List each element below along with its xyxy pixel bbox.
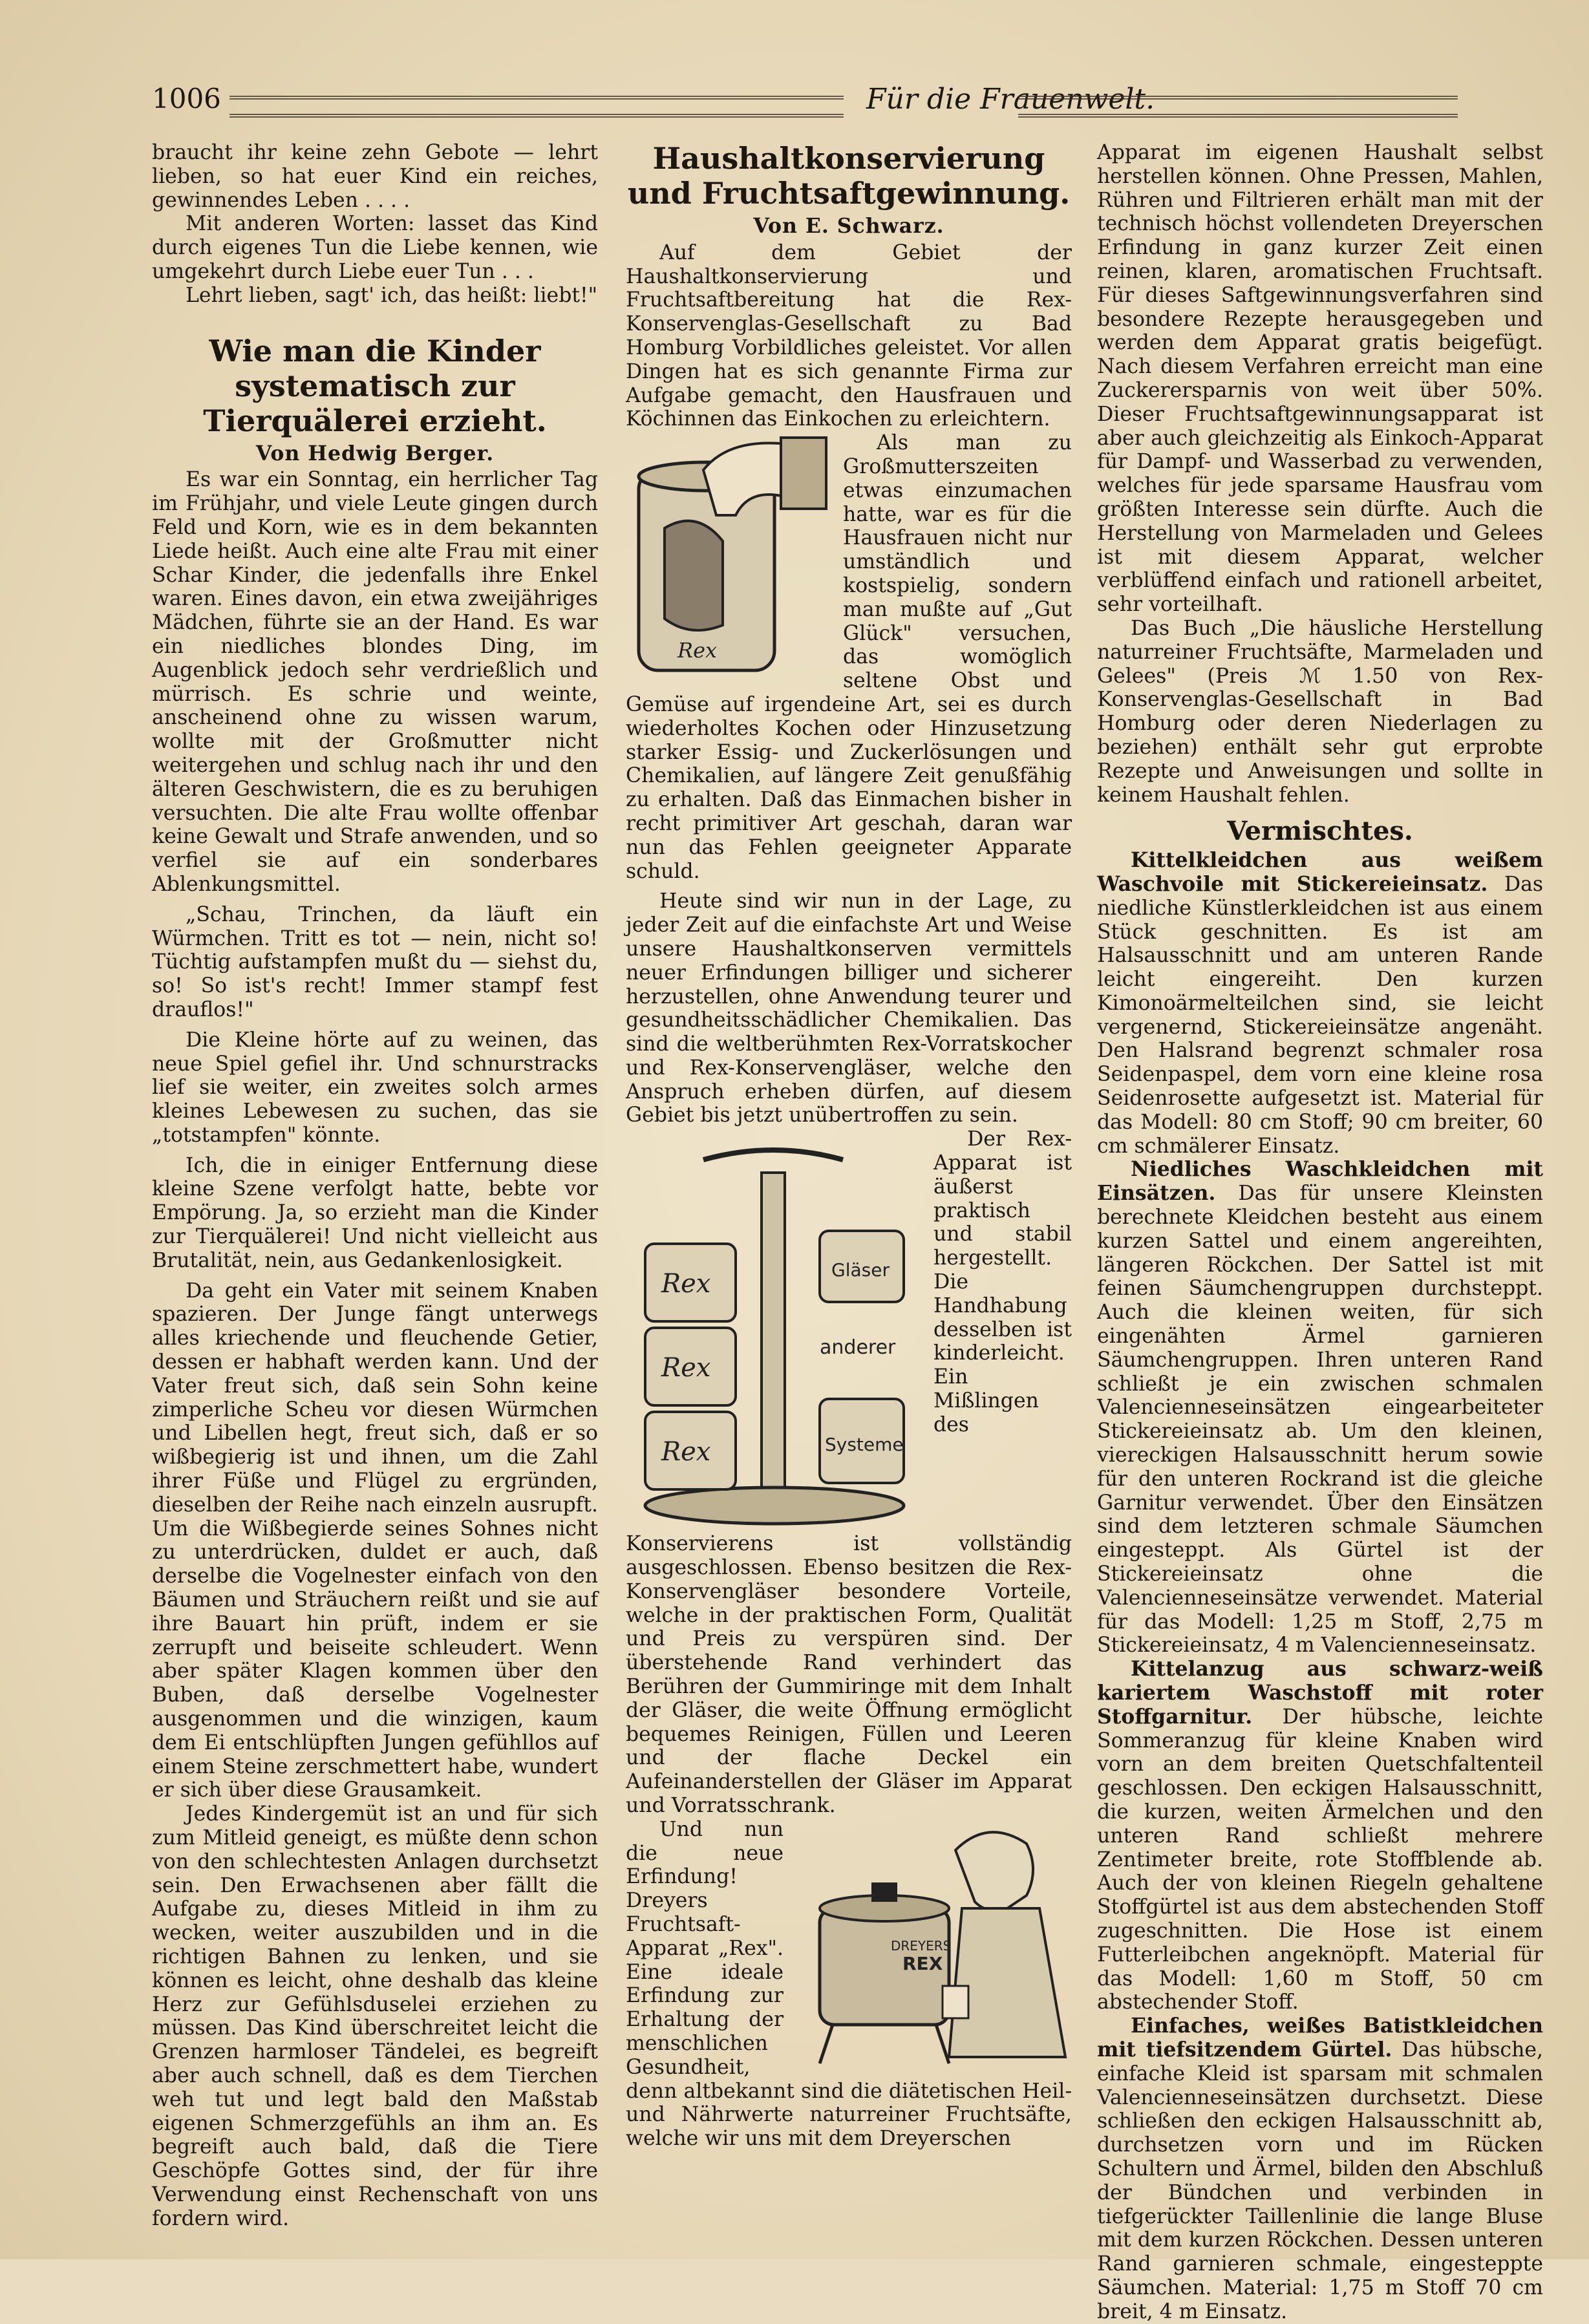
column-2 bbox=[626, 141, 1072, 2151]
item-text: Das hübsche, einfache Kleid ist sparsam mit schmalen Valenciennesеinsätzen durchsetzt. Diese schließen den eckigen Halsausschnitt ab, durchsetzen vorn und im Rücken Schultern und Ärmel, bilden den Abschluß der Bündchen und verbinden in tiefgerückter Taillenlinie die lange Bluse mit dem kurzen Röckchen. Dessen unteren Rand garnieren schmale, eingesteppte Säumchen. Material: 1,75 m Stoff 70 cm breit, 4 m Einsatz. bbox=[1097, 2038, 1544, 2323]
item-text: Der hübsche, leichte Sommeranzug für kleine Knaben wird vorn an dem breiten Quetschfaltenteil geschlossen. Den eckigen Halsausschnitt, die kurzen, weiten Ärmelchen und den unteren Rand schließt mehrere Zentimeter breite, rote Stoffblende ab. Auch der von kleinen Riegeln gehaltene Stoffgürtel ist aus dem abstechenden Stoff zugeschnitten. Die Hose ist einem Futterleibchen angeknöpft. Material für das Modell: 1,60 m Stoff, 50 cm abstechender Stoff. bbox=[1097, 1705, 1543, 2014]
paragraph: Da geht ein Vater mit seinem Knaben spazieren. Der Junge fängt unterwegs alles kriechende und fleuchende Getier, dessen er habhaft werden kann. Und der Vater freut sich, daß sein Sohn keine zimperliche Scheu vor diesen Würmchen und Libellen hegt, freut sich, daß er so wißbegierig ist und ihnen, um die Zahl ihrer Füße und Flügel zu ergründen, dieselben der Reihe nach einzeln ausrupft. Um die Wißbegierde seines Sohnes nicht zu unterdrücken, duldet er auch, daß derselbe die Vogelnester einfach von den Bäumen und Sträuchern reißt und sie auf ihre Bauart hin prüft, indem er sie zerrupft und beiseite schleudert. Wenn aber später Klagen kommen über den Buben, daß derselbe Vogelnester ausgenommen und die winzigen, kaum dem Ei entschlüpften Jungen gefühllos auf einem Steine zerschmettert habe, wundert er sich über diese Grausamkeit. bbox=[152, 1279, 598, 1802]
paragraph: „Schau, Trinchen, da läuft ein Würmchen. Tritt es tot — nein, nicht so! Tüchtig aufstampfen mußt du — siehst du, so! So ist's recht! Immer stampf fest drauflos!" bbox=[152, 902, 598, 1021]
item-heading: Niedliches Waschkleidchen mit Einsätzen. bbox=[1097, 1157, 1543, 1206]
section-title: Vermischtes. bbox=[1227, 816, 1413, 847]
article-author: Von E. Schwarz. bbox=[753, 214, 944, 238]
article-title: Haushaltkonservierung und Fruchtsaftgewinnung. bbox=[627, 141, 1071, 211]
jar-label: Rex bbox=[661, 1437, 711, 1467]
column-1 bbox=[152, 141, 598, 2231]
apparatus-label: DREYERS bbox=[891, 1937, 952, 1954]
list-item bbox=[1097, 1158, 1543, 1658]
paragraph: Heute sind wir nun in der Lage, zu jeder Zeit auf die einfachste Art und Weise unsere Haushaltkonserven vermittels neuer Erfindungen billiger und sicherer herzustellen, ohne Anwendung teurer und gesundheitsschädlicher Chemikalien. Das sind die weltberühmten Rex-Vorratskocher und Rex-Konservengläser, welche den Anspruch erheben dürfen, auf diesem Gebiet bis jetzt unübertroffen zu sein. bbox=[626, 890, 1072, 1127]
paragraph: Auf dem Gebiet der Haushaltkonservierung und Fruchtsaftbereitung hat die Rex-Konservenglas-Gesellschaft zu Bad Homburg Vorbildliches geleistet. Vor allen Dingen hat es sich genannte Firma zur Aufgabe gemacht, den Hausfrauen und Köchinnen das Einkochen zu erleichtern. bbox=[626, 240, 1072, 431]
rex-apparatus-illustration bbox=[626, 1147, 923, 1528]
jar-label: Rex bbox=[677, 638, 718, 663]
ornament-rule-left bbox=[229, 96, 844, 118]
paragraph: Das Buch „Die häusliche Herstellung naturreiner Fruchtsäfte, Marmeladen und Gelees" (Preis ℳ 1.50 von Rex-Konservenglas-Gesellschaft in Bad Homburg oder deren Niederlagen zu beziehen) enthält sehr gut erprobte Rezepte und Anweisungen und sollte in keinem Haushalt fehlen. bbox=[1097, 616, 1543, 807]
intro-line: Lehrt lieben, sagt' ich, das heißt: liebt!" bbox=[186, 283, 598, 307]
paragraph: Ich, die in einiger Entfernung diese kleine Szene verfolgt hatte, bebte vor Empörung. Ja, so erzieht man die Kinder zur Tierquälerei! Und nicht vielleicht aus Brutalität, nein, aus Gedankenlosigkeit. bbox=[152, 1153, 598, 1272]
list-item bbox=[1097, 849, 1543, 1158]
running-title: Für die Frauenwelt. bbox=[866, 83, 1155, 116]
column-3 bbox=[1097, 141, 1543, 2324]
glass-label: Systeme bbox=[825, 1434, 904, 1456]
item-text: Das für unsere Kleinsten berechnete Kleidchen besteht aus einem kurzen Sattel und einem angereihten, längeren Röckchen. Der Sattel ist mit feinen Säumchengruppen durchsteppt. Auch die kleinen weiten, für sich eingenähten Ärmel garnieren Säumchengruppen. Ihren unteren Rand schließt je ein zwischen schmalen Valenciennesеinsätzen eingearbeiteter Stickereieinsatz ab. Um den kleinen, viereckigen Halsausschnitt herum sowie für den unteren Rockrand ist die gleiche Garnitur verwendet. Über den Einsätzen sind dem letzteren schmale Säumchen eingesteppt. Als Gürtel ist der Stickereieinsatz ohne die Valenciennesеinsätze verwendet. Material für das Modell: 1,25 m Stoff, 2,75 m Stickereieinsatz, 4 m Valenciennesеinsatz. bbox=[1097, 1182, 1543, 1658]
intro-line: braucht ihr keine zehn Gebote — lehrt lieben, so hat euer Kind ein reiches, gewinnendes Leben . . . . bbox=[152, 141, 598, 212]
article-title: Wie man die Kinder systematisch zur Tierquälerei erzieht. bbox=[203, 333, 547, 438]
glass-label: Gläser bbox=[831, 1259, 890, 1281]
paragraph: Apparat im eigenen Haushalt selbst herstellen können. Ohne Pressen, Mahlen, Rühren und Filtrieren erhält man mit der technisch höchst vollendeten Dreyerschen Erfindung in ganz kurzer Zeit einen reinen, klaren, aromatischen Fruchtsaft. Für dieses Saftgewinnungsverfahren sind besondere Rezepte herausgegeben und werden dem Apparat gratis beigefügt. Nach diesem Verfahren erreicht man eine Zuckerersparnis von weit über 50%. Dieser Fruchtsaftgewinnungsapparat ist aber auch gleichzeitig als Einkoch-Apparat für Dampf- und Wasserbad zu verwenden, welches für jede sparsame Hausfrau vom größten Interesse sein dürfte. Auch die Herstellung von Marmeladen und Gelees ist mit diesem Apparat, welcher verblüffend einfach und rationell arbeitet, sehr vorteilhaft. bbox=[1097, 141, 1543, 617]
article-author: Von Hedwig Berger. bbox=[255, 441, 495, 465]
jar-label: Rex bbox=[661, 1269, 711, 1299]
page-number: 1006 bbox=[152, 83, 221, 114]
item-heading: Einfaches, weißes Batistkleidchen mit tiefsitzendem Gürtel. bbox=[1097, 2014, 1543, 2062]
paragraph: Und nun die neue Erfindung! Dreyers Fruchtsaft-Apparat „Rex". Eine ideale Erfindung zur Erhaltung der menschlichen Gesundheit, denn altbekannt sind die diätetischen Heil- und Nährwerte naturreiner Fruchtsäfte, welche wir uns mit dem Dreyerschen bbox=[626, 1817, 1072, 2151]
list-item bbox=[1097, 1658, 1543, 2014]
ornament-rule-right bbox=[1018, 96, 1458, 118]
page-header bbox=[152, 83, 1458, 122]
item-text: Das niedliche Künstlerkleidchen ist aus einem Stück geschnitten. Es ist am Halsausschnitt und am unteren Rande leicht eingereiht. Den kurzen Kimonoärmelteilchen sind, sie leicht vergenernd, Stickereieinsätze angenäht. Den Halsrand begrenzt schmaler rosa Seidenpaspel, dem vorn eine kleine rosa Seidenrosette aufgesetzt ist. Material für das Modell: 80 cm Stoff; 90 cm breiter, 60 cm schmälerer Einsatz. bbox=[1097, 872, 1544, 1158]
paragraph: Die Kleine hörte auf zu weinen, das neue Spiel gefiel ihr. Und schnurstracks lief sie weiter, ein zweites solch armes kleines Lebewesen zu suchen, das sie „totstampfen" könnte. bbox=[152, 1028, 598, 1147]
fruit-juice-apparatus-illustration bbox=[794, 1824, 1072, 2070]
paragraph: Es war ein Sonntag, ein herrlicher Tag im Frühjahr, und viele Leute gingen durch Feld und Korn, wie es in dem bekannten Liede heißt. Auch eine alte Frau mit einer Schar Kinder, die jedenfalls ihre Enkel waren. Eines davon, ein etwa zweijähriges Mädchen, führte sie an der Hand. Es war ein niedliches blondes Ding, im Augenblick jedoch sehr verdrießlich und mürrisch. Es schrie und weinte, anscheinend ohne zu wissen warum, wollte mit der Großmutter nicht weitergehen und schlug nach ihr und den älteren Geschwistern, die es zu beruhigen versuchten. Die alte Frau wollte offenbar keine Gewalt und Strafe anwenden, und so verfiel sie auf ein sonderbares Ablenkungsmittel. bbox=[152, 468, 598, 896]
glass-label: anderer bbox=[820, 1336, 896, 1359]
list-item bbox=[1097, 2014, 1543, 2323]
paragraph: Der Rex-Apparat ist äußerst praktisch und stabil hergestellt. Die Handhabung desselben ist kinderleicht. Ein Mißlingen des Konservierens ist vollständig ausgeschlossen. Ebenso besitzen die Rex-Konservengläser besondere Vorteile, welche in der praktischen Form, Qualität und Preis zu verspüren sind. Der überstehende Rand verhindert das Berühren der Gummiringe mit dem Inhalt der Gläser, die weite Öffnung ermöglicht bequemes Reinigen, Füllen und Leeren und der flache Deckel ein Aufeinanderstellen der Gläser im Apparat und Vorratsschrank. bbox=[626, 1127, 1072, 1818]
jar-label: Rex bbox=[661, 1353, 711, 1383]
intro-line: Mit anderen Worten: lasset das Kind durch eigenes Tun die Liebe kennen, wie umgekehrt durch Liebe euer Tun . . . bbox=[152, 212, 598, 283]
jar-illustration bbox=[626, 431, 833, 683]
item-heading: Kittelanzug aus schwarz-weiß kariertem Waschstoff mit roter Stoffgarnitur. bbox=[1097, 1657, 1543, 1729]
apparatus-label: REX bbox=[902, 1952, 943, 1974]
paragraph: Als man zu Großmutterszeiten etwas einzumachen hatte, war es für die Hausfrauen nicht nur umständlich und kostspielig, sondern man mußte auf „Gut Glück" versuchen, das womöglich seltene Obst und Gemüse auf irgendeine Art, sei es durch wiederholtes Kochen oder Hinzusetzung starker Essig- und Zuckerlösungen und Chemikalien, auf längere Zeit genußfähig zu erhalten. Daß das Einmachen bisher in recht primitiver Art geschah, daran war nun das Fehlen geeigneter Apparate schuld. bbox=[626, 431, 1072, 883]
item-heading: Kittelkleidchen aus weißem Waschvoile mit Stickereieinsatz. bbox=[1097, 848, 1543, 896]
paragraph: Jedes Kindergemüt ist an und für sich zum Mitleid geneigt, es müßte denn schon von den schlechtesten Anlagen durchsetzt sein. Den Erwachsenen aber fällt die Aufgabe zu, dieses Mitleid in ihm zu wecken, weiter auszubilden und in die richtigen Bahnen zu lenken, und sie können es leicht, ohne deshalb das kleine Herz zur Gefühlsduselei erziehen zu müssen. Das Kind überschreitet leicht die Grenzen harmloser Tändelei, es begreift aber auch schnell, daß es dem Tierchen weh tut und legt bald den Maßstab eigenen Schmerzgefühls an ihm an. Es begreift auch bald, daß die Tiere Geschöpfe Gottes sind, der für ihre Verwendung einst Rechenschaft von uns fordern wird. bbox=[152, 1802, 598, 2230]
